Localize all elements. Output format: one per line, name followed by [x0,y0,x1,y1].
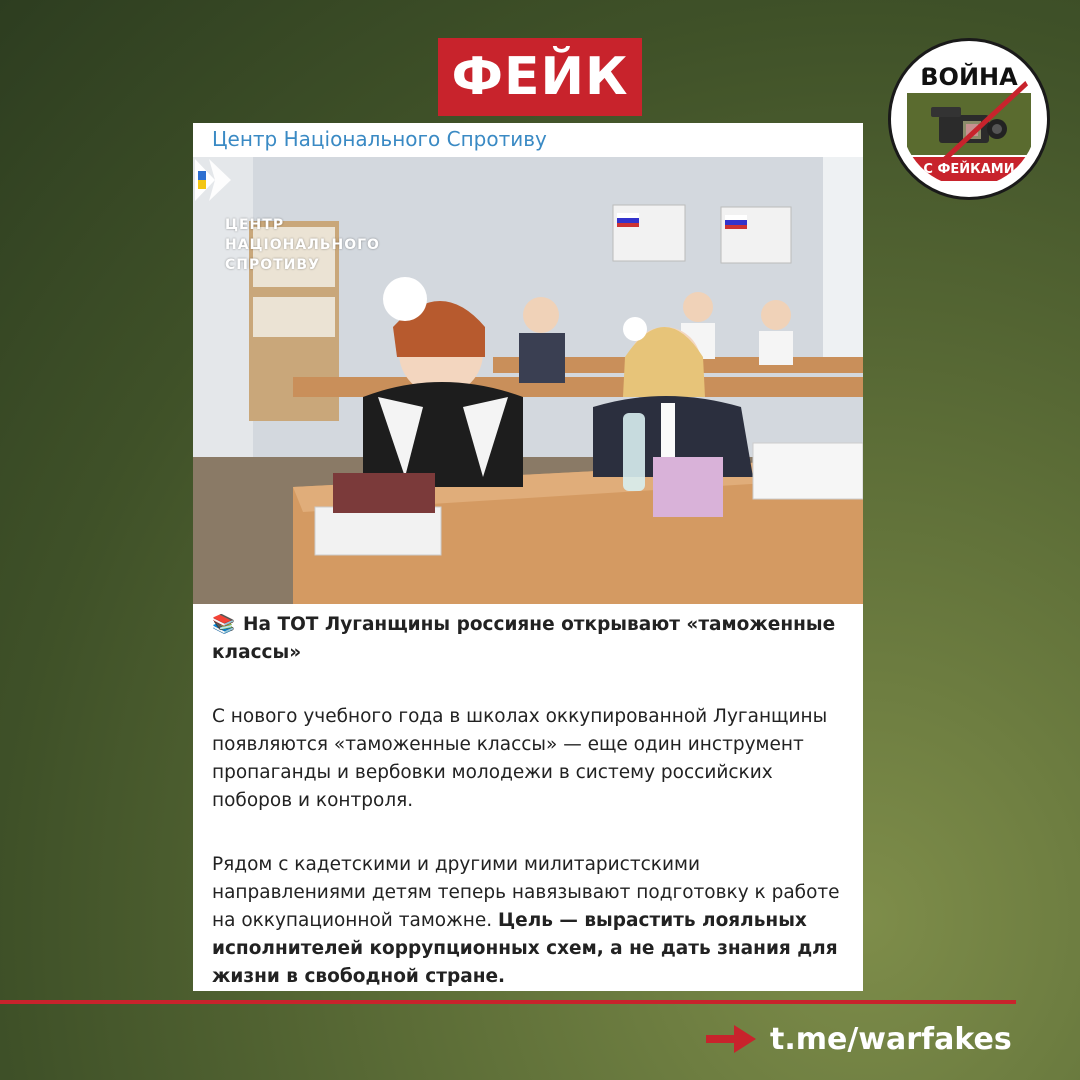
image-watermark: ЦЕНТР НАЦІОНАЛЬНОГО СПРОТИВУ [225,217,380,273]
ncs-shield-icon [193,157,233,203]
post-headline: 📚 На ТОТ Луганщины россияне открывают «таможенные классы» [212,614,836,663]
footer-divider [0,1000,1016,1004]
logo-top-text: ВОЙНА [920,63,1018,91]
post-paragraph-2: Рядом с кадетскими и другими милитаристскими направлениями детям теперь навязывают подготовку к работе на оккупационной таможне. Цель — вырастить лояльных исполнителей коррупционных схем, а не дать знания для жизни в свободной стране. [212,854,840,987]
books-icon: 📚 [212,614,236,635]
post-text [212,611,842,991]
footer-link[interactable] [706,1014,1012,1064]
war-with-fakes-logo [888,38,1050,200]
fake-badge-label: ФЕЙК [451,47,629,107]
post-paragraph-1: С нового учебного года в школах оккупированной Луганщины появляются «таможенные классы» — еще один инструмент пропаганды и вербовки молодежи в систему российских поборов и контроля. [212,706,828,811]
arrow-right-icon [706,1025,756,1053]
logo-bottom-text: С ФЕЙКАМИ [911,157,1027,181]
classroom-photo[interactable] [193,157,863,604]
fake-badge [438,38,642,116]
post-source[interactable]: Центр Національного Спротиву [212,127,547,151]
footer-link-text[interactable]: t.me/warfakes [770,1021,1012,1057]
post-card [193,123,863,991]
